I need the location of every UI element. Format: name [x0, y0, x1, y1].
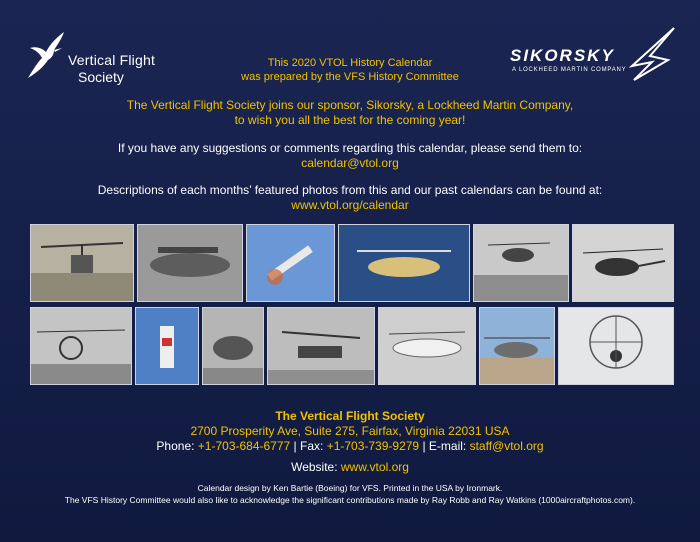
fax-number: +1-703-739-9279	[326, 439, 420, 453]
sikorsky-helicopter-photo	[572, 224, 674, 302]
phone-number[interactable]: +1-703-684-6777	[197, 439, 291, 453]
website-link[interactable]: www.vtol.org	[340, 460, 409, 474]
website-label: Website:	[291, 460, 341, 474]
credits-block	[0, 482, 700, 506]
helicopter-ground-photo	[202, 307, 264, 385]
fax-label: | Fax:	[290, 439, 327, 453]
compound-helicopter-photo	[378, 307, 476, 385]
sponsor-message	[0, 98, 700, 128]
feedback-block	[0, 141, 700, 171]
gyroplane-photo	[267, 307, 375, 385]
org-name: The Vertical Flight Society	[275, 409, 425, 423]
vfs-logo-line1: Vertical Flight	[68, 52, 156, 68]
vfs-logo-line2: Society	[78, 69, 124, 85]
credits-line-2: The VFS History Committee would also like to acknowledge the significant contributions made by Ray Robb and Ray Watkins (1000aircraftphotos.com).	[64, 495, 636, 505]
sikorsky-logo-name: SIKORSKY	[510, 46, 615, 65]
descriptions-url-link[interactable]: www.vtol.org/calendar	[291, 198, 409, 212]
contact-block	[0, 409, 700, 454]
early-helicopter-photo	[30, 224, 134, 302]
feedback-text: If you have any suggestions or comments regarding this calendar, please send them to:	[117, 141, 583, 155]
military-helicopter-photo	[479, 307, 555, 385]
rescue-helicopter-photo	[135, 307, 199, 385]
helicopter-over-ship-photo	[473, 224, 569, 302]
contact-line	[0, 439, 700, 454]
tiltrotor-sky-photo	[246, 224, 335, 302]
tandem-tiltrotor-photo	[338, 224, 470, 302]
intro-line-2: was prepared by the VFS History Committee	[241, 71, 459, 83]
website-line	[0, 460, 700, 475]
sikorsky-logo-tagline: A LOCKHEED MARTIN COMPANY	[512, 67, 627, 73]
sponsor-message-line-2: to wish you all the best for the coming year!	[234, 113, 466, 127]
staff-email-link[interactable]: staff@vtol.org	[469, 439, 544, 453]
credits-line-1: Calendar design by Ken Bartie (Boeing) for VFS. Printed in the USA by Ironmark.	[197, 483, 503, 493]
descriptions-text: Descriptions of each months’ featured photos from this and our past calendars can be found at:	[97, 183, 603, 197]
sponsor-message-line-1: The Vertical Flight Society joins our sponsor, Sikorsky, a Lockheed Martin Company,	[126, 98, 574, 112]
intro-block	[0, 56, 700, 84]
light-helicopter-photo	[30, 307, 132, 385]
intro-line-1: This 2020 VTOL History Calendar	[267, 57, 433, 69]
phone-label: Phone:	[156, 439, 198, 453]
volocopter-photo	[558, 307, 674, 385]
descriptions-block	[0, 183, 700, 213]
feedback-email-link[interactable]: calendar@vtol.org	[301, 156, 399, 170]
email-label: | E-mail:	[419, 439, 470, 453]
org-address: 2700 Prosperity Ave, Suite 275, Fairfax, Virginia 22031 USA	[190, 424, 510, 438]
fighter-aircraft-photo	[137, 224, 243, 302]
